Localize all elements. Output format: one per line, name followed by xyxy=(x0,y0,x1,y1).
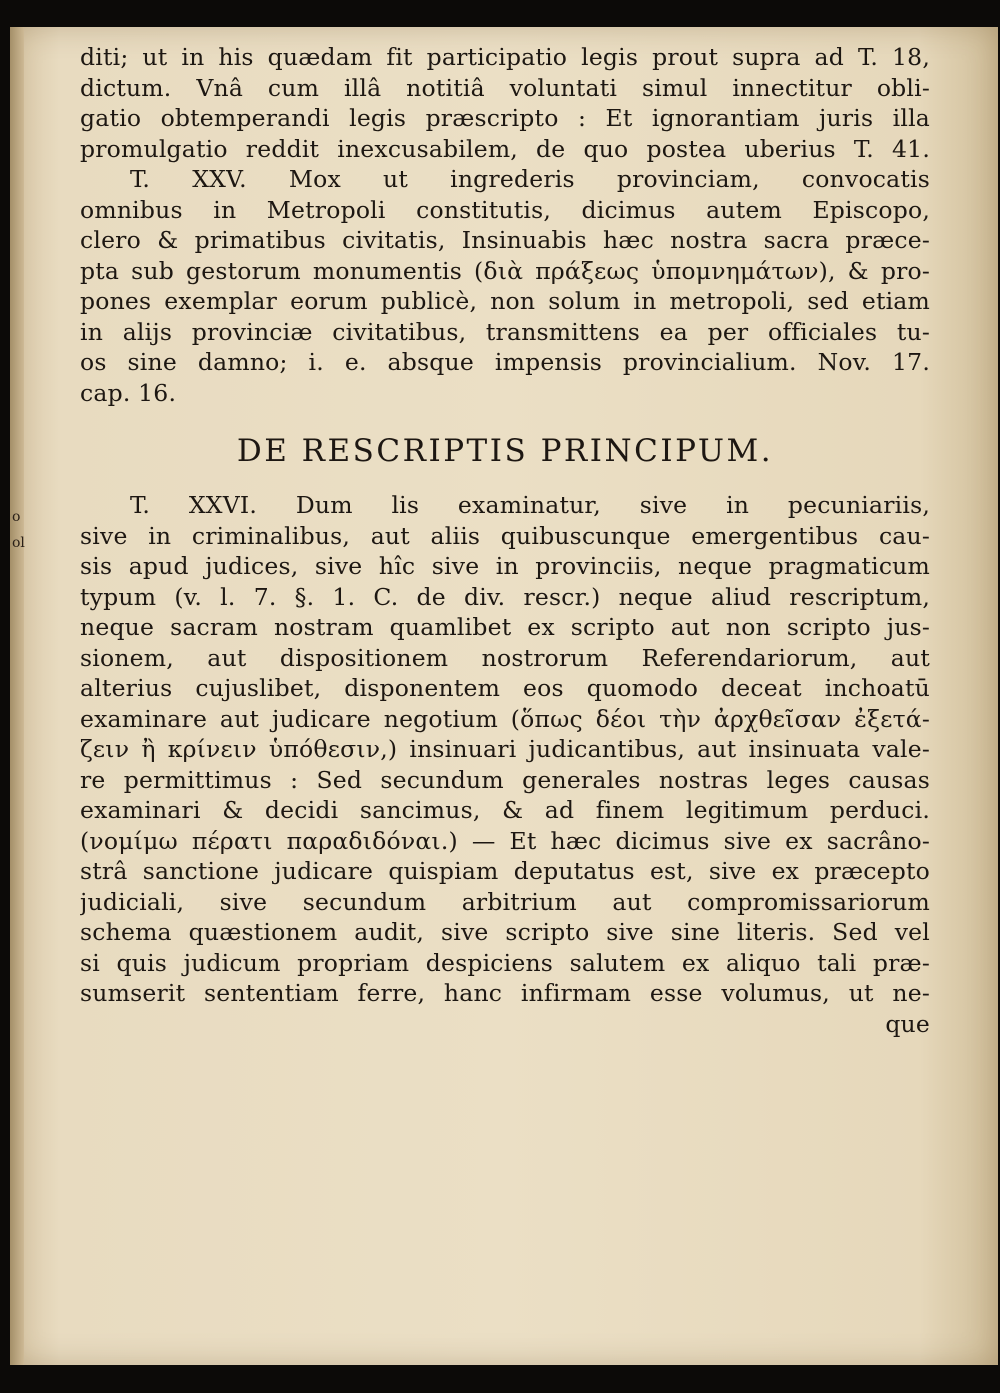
text-line: (νομίμω πέρατι παραδιδόναι.) — Et hæc dicimus sive ex sacrâno- xyxy=(80,826,930,855)
text-line: in alijs provinciæ civitatibus, transmittens ea per officiales tu- xyxy=(80,317,930,346)
text-line: cap. 16. xyxy=(80,378,177,407)
text-line: gatio obtemperandi legis præscripto : Et ignorantiam juris illa xyxy=(80,104,930,132)
text-line: clero & primatibus civitatis, Insinuabis hæc nostra sacra præce- xyxy=(80,226,930,254)
page-gutter xyxy=(10,27,24,1365)
text-line: strâ sanctione judicare quispiam deputatus est, sive ex præcepto xyxy=(80,857,930,885)
page-text xyxy=(80,42,930,1039)
text-line: ζειν ἢ κρίνειν ὑπόθεσιν,) insinuari judicantibus, aut insinuata vale- xyxy=(80,735,930,763)
text-line: promulgatio reddit inexcusabilem, de quo postea uberius T. 41. xyxy=(80,134,930,163)
text-line: sis apud judices, sive hîc sive in provinciis, neque pragmaticum xyxy=(80,552,930,580)
section-heading: DE RESCRIPTIS PRINCIPUM. xyxy=(236,433,774,469)
text-line: os sine damno; i. e. absque impensis provincialium. Nov. 17. xyxy=(80,348,930,376)
text-line: pta sub gestorum monumentis (διὰ πράξεως ὑπομνημάτων), & pro- xyxy=(80,256,930,285)
text-line: sive in criminalibus, aut aliis quibuscunque emergentibus cau- xyxy=(80,521,930,550)
text-line: sionem, aut dispositionem nostrorum Referendariorum, aut xyxy=(80,643,930,672)
text-line: T. XXV. Mox ut ingrederis provinciam, convocatis xyxy=(130,165,930,193)
text-line: alterius cujuslibet, disponentem eos quomodo deceat inchoatū xyxy=(80,674,930,702)
paragraph-t25 xyxy=(80,164,930,408)
catchword: que xyxy=(885,1009,930,1038)
text-line: typum (v. l. 7. §. 1. C. de div. rescr.) neque aliud rescriptum, xyxy=(80,582,930,611)
text-line: re permittimus : Sed secundum generales nostras leges causas xyxy=(80,765,930,794)
text-line: schema quæstionem audit, sive scripto sive sine literis. Sed vel xyxy=(80,918,930,946)
paragraph-continued xyxy=(80,42,930,164)
text-line: si quis judicum propriam despiciens salutem ex aliquo tali præ- xyxy=(80,948,930,977)
text-line: sumserit sententiam ferre, hanc infirmam esse volumus, ut ne- xyxy=(80,979,930,1007)
text-line: dictum. Vnâ cum illâ notitiâ voluntati simul innectitur obli- xyxy=(80,73,930,102)
text-line: examinari & decidi sancimus, & ad finem legitimum perduci. xyxy=(80,796,930,824)
gutter-mark: ol xyxy=(12,535,25,551)
text-line: examinare aut judicare negotium (ὅπως δέοι τὴν ἀρχθεῖσαν ἐξετά- xyxy=(80,704,930,733)
book-page xyxy=(10,27,998,1365)
text-line: neque sacram nostram quamlibet ex scripto aut non scripto jus- xyxy=(80,613,930,641)
text-line: diti; ut in his quædam fit participatio legis prout supra ad T. 18, xyxy=(80,43,930,71)
paragraph-t26 xyxy=(80,490,930,1009)
text-line: T. XXVI. Dum lis examinatur, sive in pecuniariis, xyxy=(130,491,930,519)
text-line: omnibus in Metropoli constitutis, dicimus autem Episcopo, xyxy=(80,195,930,224)
gutter-mark: o xyxy=(12,509,21,525)
text-line: judiciali, sive secundum arbitrium aut compromissariorum xyxy=(80,887,930,916)
text-line: pones exemplar eorum publicè, non solum in metropoli, sed etiam xyxy=(80,287,930,315)
